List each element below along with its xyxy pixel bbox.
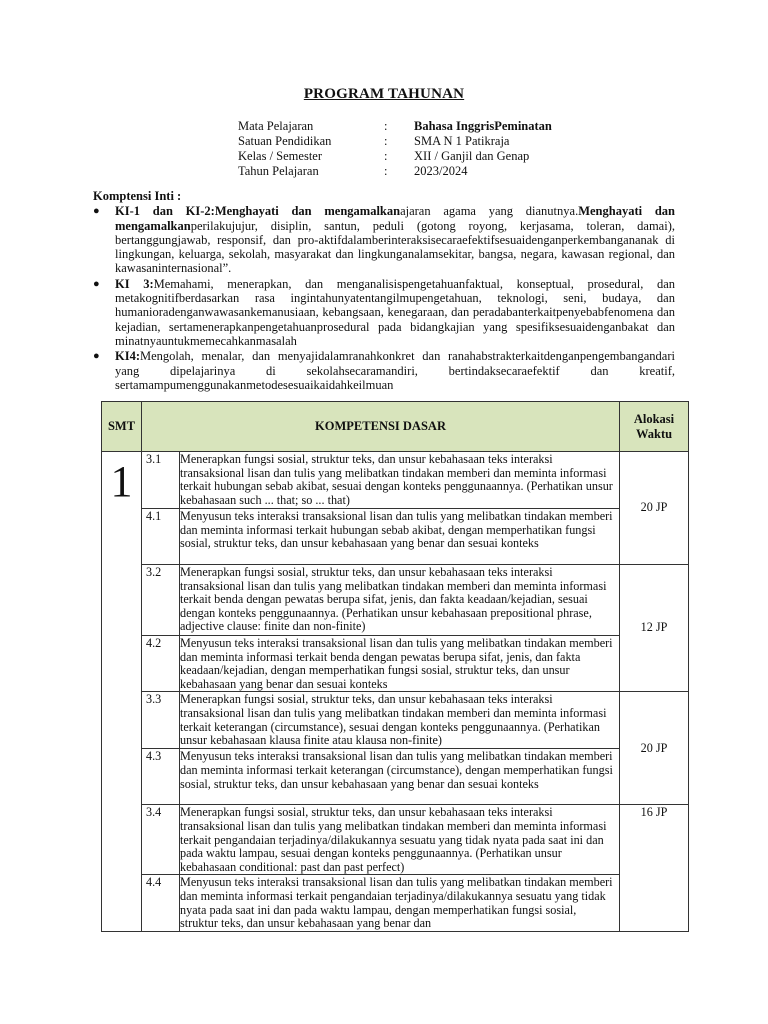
jp-cell: 20 JP [620, 692, 689, 805]
table-row [102, 509, 689, 565]
info-label: Kelas / Semester [238, 149, 323, 163]
ki-item-4 [93, 349, 675, 392]
kompetensi-dasar-table [101, 401, 689, 932]
info-colon: : [384, 164, 388, 178]
table-row [102, 749, 689, 805]
table-row [102, 875, 689, 931]
info-colon: : [384, 134, 388, 148]
bullet-icon: ● [93, 277, 100, 290]
semester-number: 1 [110, 457, 133, 506]
kd-text: Menyusun teks interaksi transaksional lisan dan tulis yang melibatkan tindakan memberi dan meminta informasi terkait keterangan (circumstance), dengan memperhatikan fungsi sosial, struktur teks, dan unsur kebahasaan yang benar dan sesuai konteks [180, 749, 620, 805]
info-label: Satuan Pendidikan [238, 134, 332, 148]
bullet-icon: ● [93, 350, 100, 363]
kd-text: Menerapkan fungsi sosial, struktur teks, dan unsur kebahasaan teks interaksi transaksional lisan dan tulis yang melibatkan tindakan memberi dan meminta informasi terkait hubungan sebab akibat, sesuai dengan konteks penggunaannya. (Perhatikan unsur kebahasaan such ... that; so ... that) [180, 452, 620, 509]
ki-bold: KI 3: [115, 276, 154, 291]
info-value-class: XII / Ganjil dan Genap [414, 149, 530, 163]
kd-number: 4.3 [142, 749, 180, 805]
info-value-year: 2023/2024 [414, 164, 468, 178]
ki-bold: KI-1 dan KI-2:Menghayati dan mengamalkan [115, 204, 401, 219]
header-kompetensi-dasar: KOMPETENSI DASAR [142, 402, 620, 452]
ki-bold: KI4: [115, 349, 140, 364]
table-row [102, 636, 689, 692]
table-row [102, 452, 689, 509]
info-row-school [238, 134, 552, 149]
info-row-subject [238, 119, 552, 134]
jp-cell: 20 JP [620, 452, 689, 565]
table-row [102, 565, 689, 636]
kd-number: 3.1 [142, 452, 180, 509]
kd-number: 3.3 [142, 692, 180, 749]
info-label: Mata Pelajaran [238, 119, 314, 133]
kd-text: Menerapkan fungsi sosial, struktur teks, dan unsur kebahasaan teks interaksi transaksional lisan dan tulis yang melibatkan tindakan memberi dan meminta informasi terkait benda dengan pewatas berupa sifat, jenis, dan fakta keadaan/kejadian, sesuai dengan konteks penggunaannya. (Perhatikan unsur kebahasaan prepositional phrase, adjective clause: finite dan non-finite) [180, 565, 620, 636]
table-header-row [102, 402, 689, 452]
bullet-icon: ● [93, 205, 100, 218]
kompetensi-inti-section [93, 189, 675, 393]
header-smt: SMT [102, 402, 142, 452]
header-alokasi-waktu: Alokasi Waktu [620, 402, 689, 452]
kd-number: 4.1 [142, 509, 180, 565]
kd-text: Menerapkan fungsi sosial, struktur teks, dan unsur kebahasaan teks interaksi transaksional lisan dan tulis yang melibatkan tindakan memberi dan meminta informasi terkait keterangan (circumstance), sesuai dengan konteks penggunaannya. (Perhatikan unsur kebahasaan klausa finite atau klausa non-finite) [180, 692, 620, 749]
jp-cell: 16 JP [620, 805, 689, 931]
table-row [102, 805, 689, 875]
jp-cell: 12 JP [620, 565, 689, 692]
kd-text: Menyusun teks interaksi transaksional lisan dan tulis yang melibatkan tindakan memberi dan meminta informasi terkait benda dengan pewatas berupa sifat, jenis, dan fakta keadaan/kejadian, dengan memperhatikan fungsi sosial, struktur teks, dan unsur kebahasaan yang benar dan sesuai konteks [180, 636, 620, 692]
table-row [102, 692, 689, 749]
semester-cell [102, 452, 142, 932]
ki-item-1 [93, 204, 675, 275]
kd-number: 3.2 [142, 565, 180, 636]
ki-bold: Menghayati dan mengamalkan [115, 204, 675, 233]
info-colon: : [384, 149, 388, 163]
ki-item-3 [93, 277, 675, 348]
kd-text: Menyusun teks interaksi transaksional lisan dan tulis yang melibatkan tindakan memberi dan meminta informasi terkait hubungan sebab akibat, dengan memperhatikan fungsi sosial, struktur teks, dan unsur kebahasaan yang benar dan sesuai konteks [180, 509, 620, 565]
info-value-school: SMA N 1 Patikraja [414, 134, 510, 148]
ki-text: ajaran agama yang dianutnya. [400, 204, 579, 219]
kd-number: 4.2 [142, 636, 180, 692]
ki-text: Mengolah, menalar, dan menyajidalamranahkonkret dan ranahabstrakterkaitdenganpengembangandari yang dipelajarinya di sekolahsecaramandiri, bertindaksecaraefektif dan kreatif, sertamampumenggunakanmetodesesuaikaidahkeilmuan [115, 349, 675, 392]
kd-number: 4.4 [142, 875, 180, 931]
ki-text: perilakujujur, disiplin, santun, peduli (gotong royong, kerjasama, toleran, damai), bertanggungjawab, responsif, dan pro-aktifdalamberinteraksisecaraefektifsesuaidenganperkembangananak di lingkungan, keluarga, sekolah, masyarakat dan lingkunganalamsekitar, bangsa, negara, kawasan regional, dan kawasaninternasional”. [115, 218, 675, 276]
info-row-class [238, 149, 552, 164]
page-title: PROGRAM TAHUNAN [303, 86, 465, 102]
info-block [238, 119, 552, 179]
info-row-year [238, 164, 552, 179]
kd-text: Menerapkan fungsi sosial, struktur teks, dan unsur kebahasaan teks interaksi transaksional lisan dan tulis yang melibatkan tindakan memberi dan meminta informasi terkait pengandaian terjadinya/dilakukannya sesuatu yang tidak nyata pada saat ini dan pada waktu lampau, sesuai dengan konteks penggunaannya. (Perhatikan unsur kebahasaan conditional: past dan past perfect) [180, 805, 620, 875]
ki-text: Memahami, menerapkan, dan menganalisispengetahuanfaktual, konseptual, prosedural, dan metakognitifberdasarkan rasa ingintahunyatentangilmupengetahuan, teknologi, seni, budaya, dan humanioradenganwawasankemanusiaan, kebangsaan, kenegaraan, dan peradabanterkaitpenyebabfenomena dan kejadian, sertamenerapkanpengetahuanprosedural pada bidangkajian yang spesifiksesuaidenganbakat dan minatnyauntukmemecahkanmasalah [115, 276, 676, 348]
info-colon: : [384, 119, 388, 133]
info-value-subject: Bahasa InggrisPeminatan [414, 119, 552, 133]
kd-text: Menyusun teks interaksi transaksional lisan dan tulis yang melibatkan tindakan memberi dan meminta informasi terkait pengandaian terjadinya/dilakukannya sesuatu yang tidak nyata pada saat ini dan pada waktu lampau, dengan memperhatikan fungsi sosial, struktur teks, dan unsur kebahasaan yang benar dan [180, 875, 620, 931]
ki-heading: Komptensi Inti : [93, 189, 182, 203]
info-label: Tahun Pelajaran [238, 164, 319, 178]
kd-number: 3.4 [142, 805, 180, 875]
